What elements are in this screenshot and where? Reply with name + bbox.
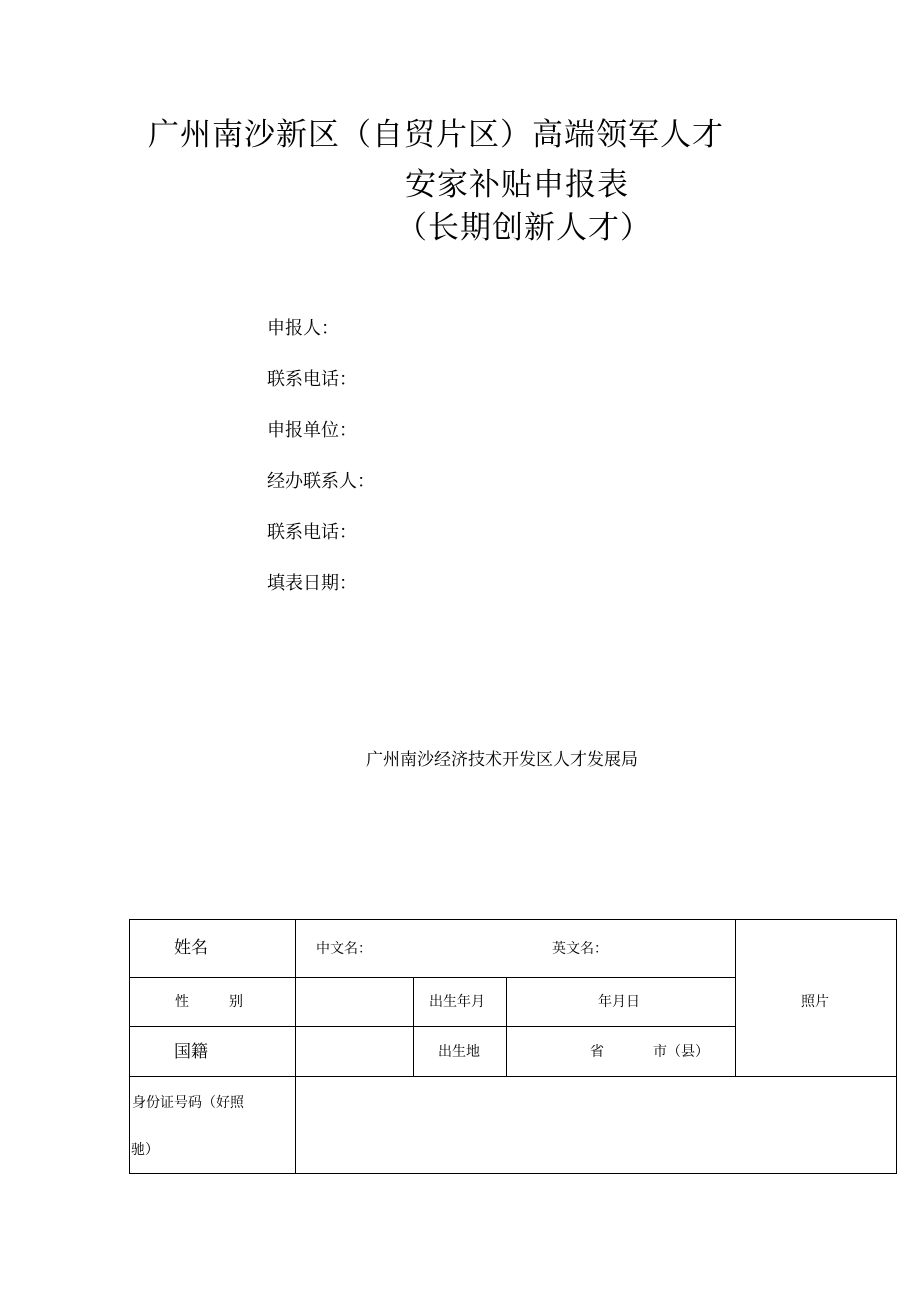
photo-label: 照片 (801, 994, 829, 1010)
gender-label-a: 性 (175, 994, 189, 1010)
province-label: 省 (590, 1044, 604, 1060)
birthplace-label-cell (413, 1026, 507, 1077)
name-label-cell (129, 919, 296, 978)
applicant-unit-label: 申报单位： (267, 420, 357, 441)
city-label: 市（县） (653, 1044, 709, 1060)
birth-date-label: 出生年月 (429, 994, 485, 1010)
id-label-line1: 身份证号码（好照 (132, 1095, 244, 1111)
gender-label-b: 别 (229, 994, 243, 1010)
nationality-label: 国籍 (174, 1042, 208, 1062)
birthplace-label: 出生地 (438, 1044, 480, 1060)
birth-date-label-cell (413, 977, 507, 1027)
form-title-line2: 安家补贴申报表 (405, 167, 629, 203)
contact-person-label: 经办联系人： (267, 471, 375, 492)
birth-date-value-cell[interactable] (506, 977, 736, 1027)
nationality-label-cell (129, 1026, 296, 1077)
form-title-line3: （长期创新人才） (396, 210, 652, 246)
gender-label-cell (129, 977, 296, 1027)
id-label-cell (129, 1076, 296, 1174)
english-name-label: 英文名： (552, 941, 608, 957)
chinese-name-label: 中文名： (316, 941, 372, 957)
form-title-line1: 广州南沙新区（自贸片区）高端领军人才 (148, 117, 724, 153)
gender-value-cell[interactable] (295, 977, 414, 1027)
nationality-value-cell[interactable] (295, 1026, 414, 1077)
name-value-cell[interactable] (295, 919, 736, 978)
name-label: 姓名 (174, 938, 208, 958)
fill-date-label: 填表日期： (267, 573, 357, 594)
birthplace-value-cell[interactable] (506, 1026, 736, 1077)
photo-cell[interactable] (735, 919, 897, 1077)
contact-phone-label: 联系电话： (267, 522, 357, 543)
id-label-line2: 驰） (131, 1142, 159, 1158)
applicant-label: 申报人： (267, 318, 339, 339)
issuing-agency: 广州南沙经济技术开发区人才发展局 (366, 750, 638, 770)
id-value-cell[interactable] (295, 1076, 897, 1174)
phone-label: 联系电话： (267, 369, 357, 390)
birth-date-value: 年月日 (598, 994, 640, 1010)
